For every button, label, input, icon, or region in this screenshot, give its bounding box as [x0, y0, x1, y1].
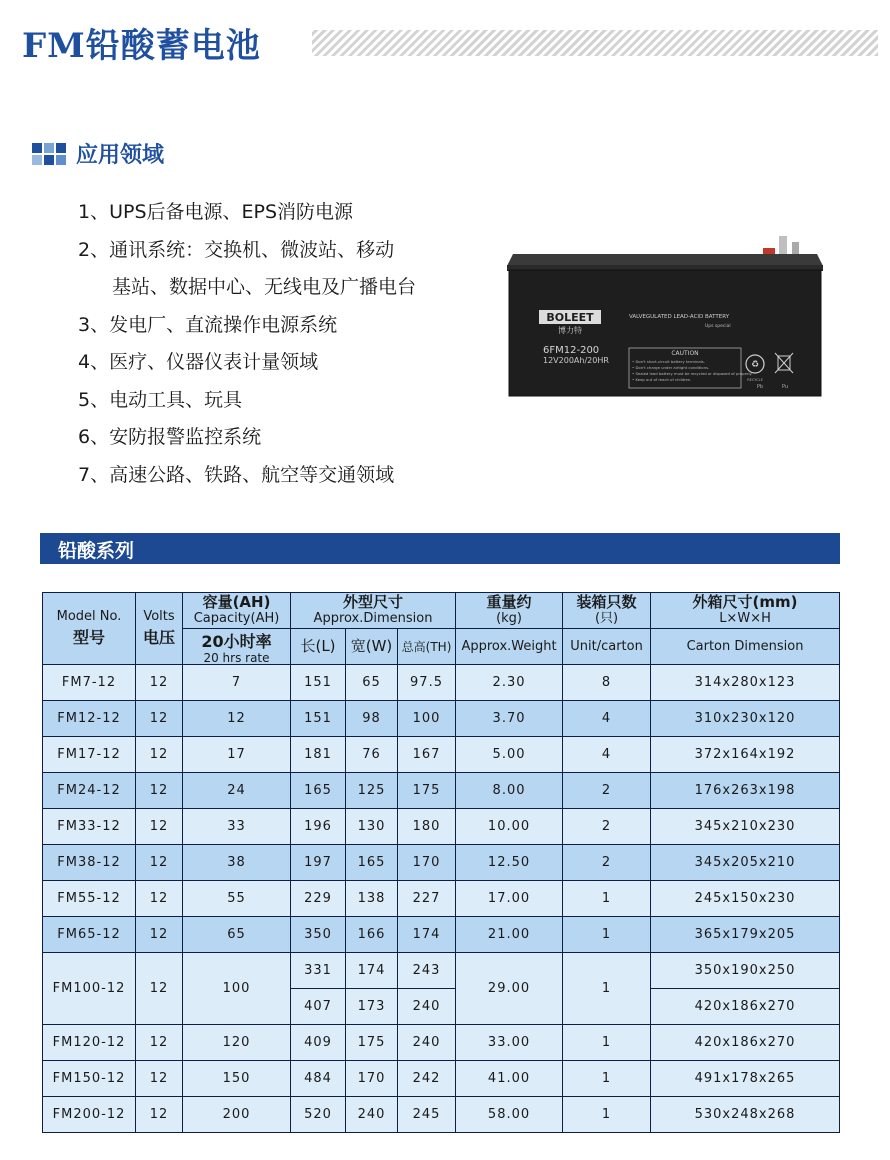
battery-photo — [505, 232, 825, 400]
cell-height: 227 — [398, 881, 456, 917]
table-row — [43, 809, 840, 845]
cell-width: 175 — [346, 1025, 398, 1061]
cell-units: 1 — [563, 1097, 651, 1133]
cell-model: FM33-12 — [43, 809, 136, 845]
header-model — [43, 593, 136, 665]
cell-carton: 350x190x250 — [651, 953, 840, 989]
cell-width: 240 — [346, 1097, 398, 1133]
cell-height: 242 — [398, 1061, 456, 1097]
cell-height: 240 — [398, 1025, 456, 1061]
cell-length: 165 — [291, 773, 346, 809]
cell-capacity: 24 — [183, 773, 291, 809]
cell-units: 1 — [563, 1025, 651, 1061]
cell-length: 151 — [291, 665, 346, 701]
cell-units: 2 — [563, 845, 651, 881]
cell-model: FM24-12 — [43, 773, 136, 809]
header-weight-en: Approx.Weight — [456, 629, 563, 665]
header-dimension-en: Approx.Dimension — [313, 611, 433, 626]
application-list — [78, 194, 416, 494]
cell-volts: 12 — [136, 1061, 183, 1097]
list-item: 5、电动工具、玩具 — [78, 388, 243, 411]
cell-width: 165 — [346, 845, 398, 881]
cell-weight: 58.00 — [456, 1097, 563, 1133]
application-heading-text: 应用领域 — [76, 143, 165, 168]
list-item: 2、通讯系统：交换机、微波站、移动 — [78, 238, 395, 261]
cell-units: 2 — [563, 773, 651, 809]
cell-capacity: 120 — [183, 1025, 291, 1061]
cell-capacity: 65 — [183, 917, 291, 953]
battery-caution-line: • Keep out of reach of children. — [632, 377, 692, 382]
battery-sub-text: Ups special — [705, 324, 731, 329]
cell-width: 125 — [346, 773, 398, 809]
header-rate-en: 20 hrs rate — [203, 651, 270, 665]
list-item: 6、安防报警监控系统 — [78, 426, 262, 448]
cell-model: FM12-12 — [43, 701, 136, 737]
cell-length: 407 — [291, 989, 346, 1025]
page-title: FM铅酸蓄电池 — [22, 26, 261, 66]
cell-carton: 530x248x268 — [651, 1097, 840, 1133]
cell-width: 170 — [346, 1061, 398, 1097]
cell-length: 484 — [291, 1061, 346, 1097]
cell-weight: 29.00 — [456, 953, 563, 1025]
cell-volts: 12 — [136, 881, 183, 917]
cell-width: 76 — [346, 737, 398, 773]
list-item: 基站、数据中心、无线电及广播电台 — [112, 276, 417, 298]
cell-length: 151 — [291, 701, 346, 737]
cell-capacity: 33 — [183, 809, 291, 845]
cell-height: 175 — [398, 773, 456, 809]
cell-volts: 12 — [136, 737, 183, 773]
cell-model: FM200-12 — [43, 1097, 136, 1133]
cell-weight: 33.00 — [456, 1025, 563, 1061]
cell-volts: 12 — [136, 773, 183, 809]
header-capacity-cn: 容量(AH) — [202, 593, 271, 611]
header-dimension — [291, 593, 456, 629]
table-row — [43, 737, 840, 773]
cell-length: 229 — [291, 881, 346, 917]
grid-squares-icon — [32, 143, 66, 165]
cell-volts: 12 — [136, 953, 183, 1025]
cell-capacity: 150 — [183, 1061, 291, 1097]
cell-weight: 10.00 — [456, 809, 563, 845]
table-row — [43, 665, 840, 701]
cell-capacity: 38 — [183, 845, 291, 881]
series-title: 铅酸系列 — [58, 540, 135, 562]
cell-width: 65 — [346, 665, 398, 701]
cell-weight: 12.50 — [456, 845, 563, 881]
cell-weight: 8.00 — [456, 773, 563, 809]
cell-weight: 3.70 — [456, 701, 563, 737]
cell-model: FM38-12 — [43, 845, 136, 881]
header-carton-en: Carton Dimension — [651, 629, 840, 665]
cell-carton: 420x186x270 — [651, 989, 840, 1025]
cell-model: FM150-12 — [43, 1061, 136, 1097]
cell-height: 180 — [398, 809, 456, 845]
cell-weight: 5.00 — [456, 737, 563, 773]
battery-model: 6FM12-200 — [543, 345, 600, 356]
battery-brand: BOLEET — [546, 311, 594, 324]
list-item: 3、发电厂、直流操作电源系统 — [78, 313, 338, 336]
cell-volts: 12 — [136, 809, 183, 845]
cell-units: 1 — [563, 1061, 651, 1097]
cell-capacity: 200 — [183, 1097, 291, 1133]
cell-width: 130 — [346, 809, 398, 845]
battery-caution-title: CAUTION — [671, 350, 699, 357]
header-rate — [183, 629, 291, 665]
table-row — [43, 773, 840, 809]
table-row — [43, 1097, 840, 1133]
cell-weight: 41.00 — [456, 1061, 563, 1097]
cell-weight: 2.30 — [456, 665, 563, 701]
cell-width: 138 — [346, 881, 398, 917]
header-model-cn: 型号 — [72, 628, 105, 647]
table-row — [43, 917, 840, 953]
cell-height: 167 — [398, 737, 456, 773]
header-pack-unit: (只) — [594, 611, 619, 626]
cell-volts: 12 — [136, 1025, 183, 1061]
cell-volts: 12 — [136, 917, 183, 953]
cell-length: 350 — [291, 917, 346, 953]
cell-units: 4 — [563, 737, 651, 773]
cell-units: 8 — [563, 665, 651, 701]
table-row — [43, 1061, 840, 1097]
cell-carton: 176x263x198 — [651, 773, 840, 809]
cell-width: 98 — [346, 701, 398, 737]
cell-carton: 314x280x123 — [651, 665, 840, 701]
cell-height: 245 — [398, 1097, 456, 1133]
cell-height: 243 — [398, 953, 456, 989]
cell-length: 197 — [291, 845, 346, 881]
cell-length: 520 — [291, 1097, 346, 1133]
cell-length: 409 — [291, 1025, 346, 1061]
battery-icon-label: RECYCLE — [747, 378, 763, 382]
cell-units: 2 — [563, 809, 651, 845]
title-stripe-decoration — [312, 30, 878, 56]
header-capacity-en: Capacity(AH) — [193, 611, 280, 626]
table-row — [43, 881, 840, 917]
cell-height: 174 — [398, 917, 456, 953]
spec-table — [42, 592, 840, 1133]
cell-carton: 310x230x120 — [651, 701, 840, 737]
cell-units: 1 — [563, 953, 651, 1025]
header-height: 总高(TH) — [398, 629, 456, 665]
cell-volts: 12 — [136, 845, 183, 881]
header-volts — [136, 593, 183, 665]
cell-carton: 345x210x230 — [651, 809, 840, 845]
battery-caution-line: • Don't short-circuit battery terminals. — [632, 359, 705, 364]
table-row — [43, 845, 840, 881]
cell-width: 174 — [346, 953, 398, 989]
cell-carton: 345x205x210 — [651, 845, 840, 881]
cell-width: 173 — [346, 989, 398, 1025]
cell-capacity: 100 — [183, 953, 291, 1025]
crossed-bin-icon — [775, 353, 793, 373]
header-pack — [563, 593, 651, 629]
cell-model: FM7-12 — [43, 665, 136, 701]
application-heading — [32, 138, 164, 169]
header-volts-en: Volts — [143, 609, 175, 624]
header-width: 宽(W) — [346, 629, 398, 665]
cell-carton: 365x179x205 — [651, 917, 840, 953]
cell-capacity: 7 — [183, 665, 291, 701]
cell-weight: 21.00 — [456, 917, 563, 953]
cell-model: FM55-12 — [43, 881, 136, 917]
cell-units: 4 — [563, 701, 651, 737]
cell-units: 1 — [563, 917, 651, 953]
header-carton-cn: 外箱尺寸(mm) — [692, 593, 798, 611]
header-carton — [651, 593, 840, 629]
list-item: 7、高速公路、铁路、航空等交通领域 — [78, 463, 395, 486]
table-row — [43, 1025, 840, 1061]
cell-length: 196 — [291, 809, 346, 845]
cell-height: 170 — [398, 845, 456, 881]
cell-units: 1 — [563, 881, 651, 917]
cell-carton: 372x164x192 — [651, 737, 840, 773]
header-dimension-cn: 外型尺寸 — [343, 593, 404, 611]
cell-carton: 491x178x265 — [651, 1061, 840, 1097]
cell-capacity: 17 — [183, 737, 291, 773]
series-banner — [40, 533, 840, 564]
cell-volts: 12 — [136, 665, 183, 701]
header-model-en: Model No. — [56, 609, 122, 624]
battery-brand-cn: 博力特 — [558, 326, 582, 335]
battery-rating: 12V200Ah/20HR — [543, 356, 609, 365]
header-pack-cn: 装箱只数 — [576, 593, 637, 611]
battery-caution-line: • Don't charge under airtight conditions. — [632, 365, 710, 370]
cell-length: 331 — [291, 953, 346, 989]
table-row — [43, 701, 840, 737]
header-rate-cn: 20小时率 — [201, 632, 272, 651]
header-weight-cn: 重量约 — [486, 593, 532, 611]
header-carton-formula: L×W×H — [719, 611, 771, 626]
battery-icon-label: Pu — [781, 384, 789, 390]
cell-capacity: 55 — [183, 881, 291, 917]
svg-text:♻: ♻ — [750, 360, 760, 370]
table-row — [43, 953, 840, 989]
header-volts-cn: 电压 — [142, 628, 175, 647]
cell-length: 181 — [291, 737, 346, 773]
battery-icon-label: Pb — [756, 384, 764, 390]
cell-width: 166 — [346, 917, 398, 953]
cell-height: 97.5 — [398, 665, 456, 701]
battery-type-text: VALVEGULATED LEAD-ACID BATTERY — [629, 314, 730, 320]
cell-weight: 17.00 — [456, 881, 563, 917]
cell-carton: 420x186x270 — [651, 1025, 840, 1061]
cell-carton: 245x150x230 — [651, 881, 840, 917]
cell-height: 240 — [398, 989, 456, 1025]
battery-caution-line: • Sealed lead battery must be recycled or disposed of properly. — [632, 371, 753, 376]
cell-volts: 12 — [136, 701, 183, 737]
header-pack-en: Unit/carton — [563, 629, 651, 665]
header-capacity — [183, 593, 291, 629]
header-weight-unit: (kg) — [496, 611, 522, 626]
header-weight — [456, 593, 563, 629]
cell-model: FM100-12 — [43, 953, 136, 1025]
cell-model: FM65-12 — [43, 917, 136, 953]
cell-volts: 12 — [136, 1097, 183, 1133]
cell-height: 100 — [398, 701, 456, 737]
cell-model: FM120-12 — [43, 1025, 136, 1061]
cell-capacity: 12 — [183, 701, 291, 737]
cell-model: FM17-12 — [43, 737, 136, 773]
header-length: 长(L) — [291, 629, 346, 665]
list-item: 4、医疗、仪器仪表计量领域 — [78, 351, 319, 373]
list-item: 1、UPS后备电源、EPS消防电源 — [78, 201, 354, 223]
